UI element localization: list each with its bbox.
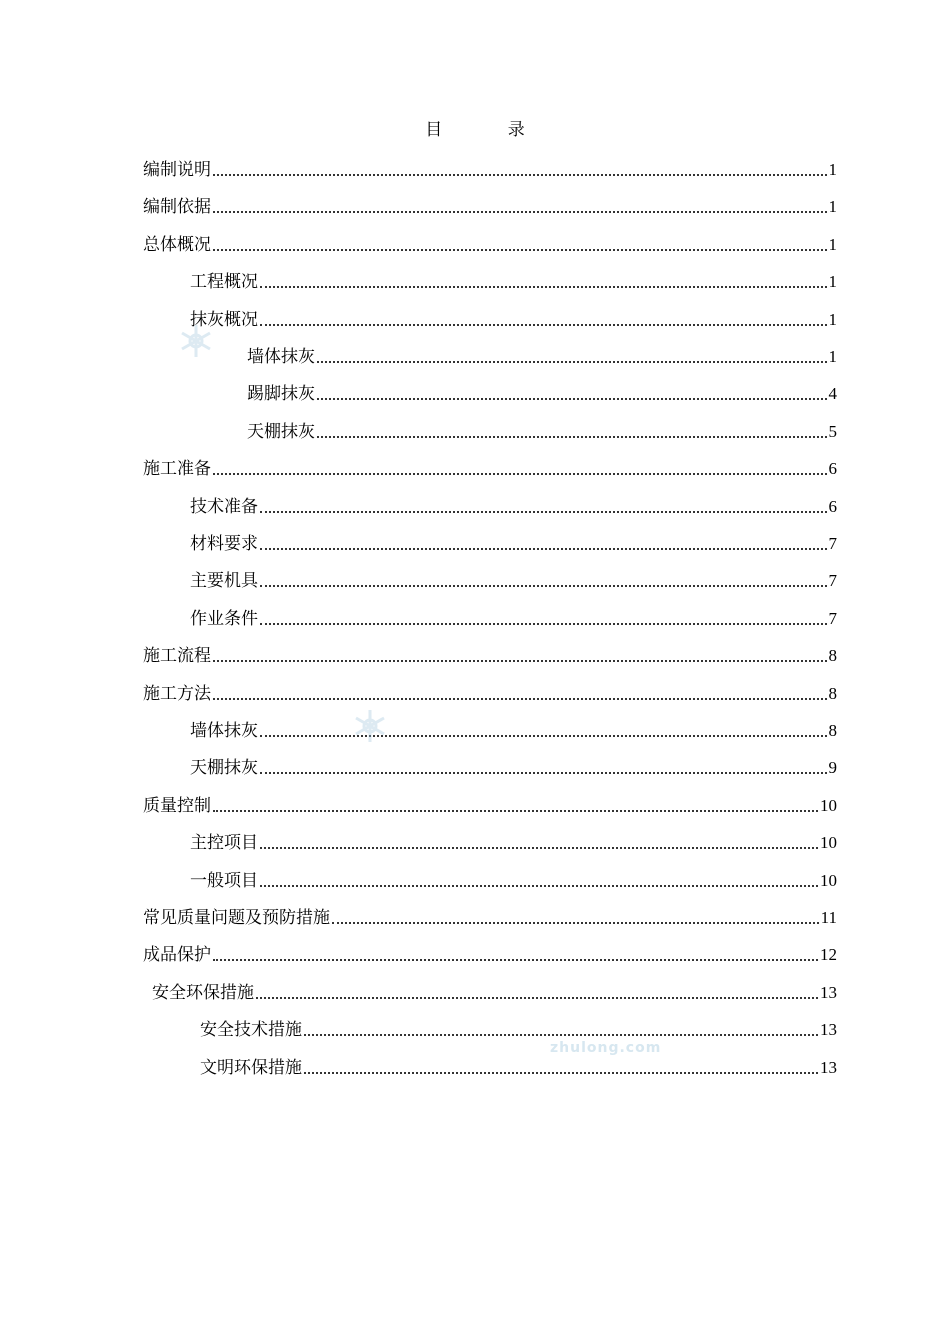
watermark-text: zhulong.com <box>550 1040 662 1056</box>
toc-entry-page: 10 <box>820 796 837 815</box>
toc-entry-label: 总体概况 <box>143 235 211 255</box>
toc-entry-page: 10 <box>820 871 837 890</box>
toc-entry[interactable] <box>152 974 837 1004</box>
toc-entry[interactable] <box>190 824 837 854</box>
toc-entry-page: 7 <box>828 571 837 590</box>
toc-entry[interactable] <box>143 787 837 817</box>
toc-leader-dots <box>317 361 827 363</box>
toc-leader-dots <box>213 249 827 251</box>
toc-entry[interactable] <box>143 637 837 667</box>
toc-leader-dots <box>260 286 827 288</box>
toc-entry-page: 6 <box>828 459 837 478</box>
toc-entry[interactable] <box>143 899 837 929</box>
toc-entry-label: 墙体抹灰 <box>247 347 315 367</box>
toc-leader-dots <box>260 885 818 887</box>
toc-entry[interactable] <box>200 1049 837 1079</box>
toc-entry-page: 1 <box>828 272 837 291</box>
toc-entry-page: 4 <box>828 384 837 403</box>
toc-leader-dots <box>260 324 827 326</box>
toc-title: 目 录 <box>425 120 555 140</box>
toc-entry-page: 7 <box>828 609 837 628</box>
toc-entry-label: 墙体抹灰 <box>190 721 258 741</box>
toc-entry[interactable] <box>190 862 837 892</box>
toc-entry-page: 13 <box>820 1058 837 1077</box>
toc-entry-label: 常见质量问题及预防措施 <box>143 908 330 928</box>
toc-entry-page: 7 <box>828 534 837 553</box>
toc-entry-page: 1 <box>828 347 837 366</box>
toc-entry-page: 1 <box>828 310 837 329</box>
toc-leader-dots <box>317 436 827 438</box>
toc-leader-dots <box>260 735 827 737</box>
toc-entry-page: 13 <box>820 983 837 1002</box>
toc-entry-label: 安全环保措施 <box>152 983 254 1003</box>
toc-leader-dots <box>304 1034 818 1036</box>
toc-entry[interactable] <box>200 1011 837 1041</box>
snowflake-icon <box>176 321 216 361</box>
toc-entry-page: 9 <box>828 758 837 777</box>
toc-leader-dots <box>260 548 827 550</box>
toc-entry-label: 安全技术措施 <box>200 1020 302 1040</box>
toc-entry[interactable] <box>143 450 837 480</box>
toc-leader-dots <box>213 698 827 700</box>
snowflake-icon <box>350 706 390 746</box>
toc-entry[interactable] <box>143 675 837 705</box>
toc-entry[interactable] <box>247 413 837 443</box>
toc-entry[interactable] <box>190 712 837 742</box>
toc-entry[interactable] <box>190 525 837 555</box>
toc-leader-dots <box>213 174 827 176</box>
toc-entry-label: 施工方法 <box>143 684 211 704</box>
toc-entry-label: 文明环保措施 <box>200 1058 302 1078</box>
toc-entry[interactable] <box>190 301 837 331</box>
toc-leader-dots <box>304 1072 818 1074</box>
toc-leader-dots <box>213 810 818 812</box>
toc-entry-label: 编制说明 <box>143 160 211 180</box>
toc-entry-page: 1 <box>828 235 837 254</box>
toc-entry[interactable] <box>190 562 837 592</box>
toc-leader-dots <box>213 473 827 475</box>
toc-entry[interactable] <box>143 188 837 218</box>
toc-leader-dots <box>260 585 827 587</box>
toc-entry-page: 6 <box>828 497 837 516</box>
toc-entry-label: 工程概况 <box>190 272 258 292</box>
toc-entry[interactable] <box>247 375 837 405</box>
toc-entry-page: 8 <box>828 721 837 740</box>
toc-entry-label: 材料要求 <box>190 534 258 554</box>
toc-entry-page: 8 <box>828 684 837 703</box>
toc-entry-label: 编制依据 <box>143 197 211 217</box>
toc-entry-label: 抹灰概况 <box>190 310 258 330</box>
toc-leader-dots <box>260 511 827 513</box>
toc-entry-label: 质量控制 <box>143 796 211 816</box>
toc-entry-page: 12 <box>820 945 837 964</box>
toc-entry-page: 11 <box>820 908 837 927</box>
toc-entry[interactable] <box>190 488 837 518</box>
toc-leader-dots <box>260 847 818 849</box>
toc-entry-label: 踢脚抹灰 <box>247 384 315 404</box>
toc-entry[interactable] <box>190 749 837 779</box>
toc-entry-page: 13 <box>820 1020 837 1039</box>
toc-entry-label: 主要机具 <box>190 571 258 591</box>
toc-leader-dots <box>213 660 827 662</box>
toc-entry-page: 1 <box>828 160 837 179</box>
toc-entry[interactable] <box>190 263 837 293</box>
toc-entry[interactable] <box>247 338 837 368</box>
toc-entry[interactable] <box>143 226 837 256</box>
toc-entry-page: 10 <box>820 833 837 852</box>
toc-entry-page: 8 <box>828 646 837 665</box>
toc-entry-label: 天棚抹灰 <box>247 422 315 442</box>
toc-entry-label: 成品保护 <box>143 945 211 965</box>
toc-entry-label: 作业条件 <box>190 609 258 629</box>
toc-leader-dots <box>256 997 818 999</box>
toc-leader-dots <box>213 211 827 213</box>
toc-leader-dots <box>317 398 827 400</box>
toc-entry-page: 5 <box>828 422 837 441</box>
toc-entry-label: 施工流程 <box>143 646 211 666</box>
toc-leader-dots <box>260 772 827 774</box>
toc-leader-dots <box>213 959 818 961</box>
toc-leader-dots <box>332 922 819 924</box>
toc-entry-label: 主控项目 <box>190 833 258 853</box>
toc-entry[interactable] <box>190 600 837 630</box>
toc-entry[interactable] <box>143 936 837 966</box>
toc-entry-label: 施工准备 <box>143 459 211 479</box>
toc-entry-label: 一般项目 <box>190 871 258 891</box>
toc-leader-dots <box>260 623 827 625</box>
toc-entry[interactable] <box>143 151 837 181</box>
toc-entry-label: 天棚抹灰 <box>190 758 258 778</box>
toc-entry-label: 技术准备 <box>190 497 258 517</box>
toc-entry-page: 1 <box>828 197 837 216</box>
